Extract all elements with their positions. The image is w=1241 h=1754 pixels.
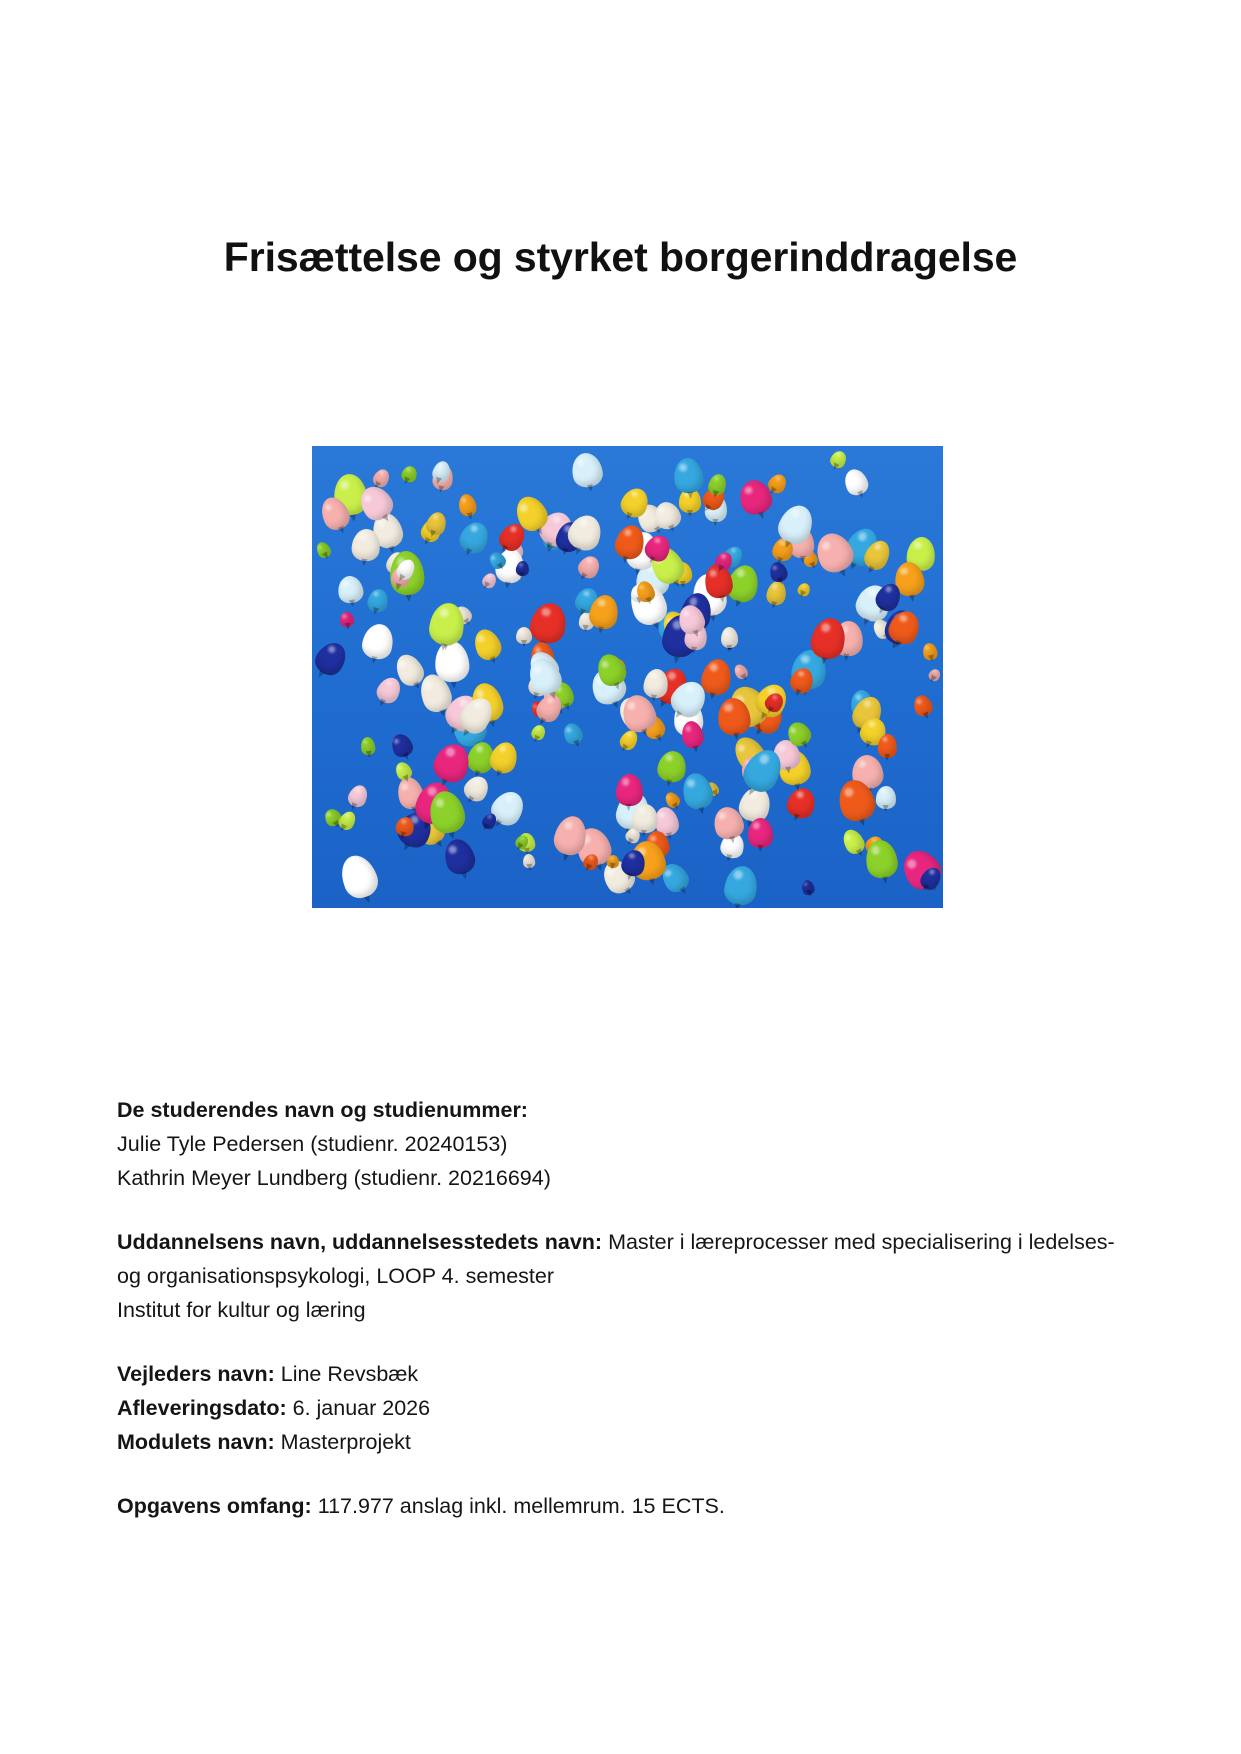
hand-in-date-label: Afleveringsdato: [117,1396,287,1420]
programme-group [117,1225,1127,1327]
hand-in-date-value: 6. januar 2026 [292,1396,431,1420]
cover-image [312,446,943,908]
module-line [117,1425,1127,1459]
programme-line [117,1225,1127,1293]
supervisor-label: Vejleders navn: [117,1362,275,1386]
scope-group [117,1489,1127,1523]
scope-label: Opgavens omfang: [117,1494,312,1518]
page-title: Frisættelse og styrket borgerinddragelse [223,234,1018,281]
student-name-1: Julie Tyle Pedersen (studienr. 20240153) [117,1132,508,1156]
supervisor-line [117,1357,1127,1391]
supervisor-value: Line Revsbæk [280,1362,419,1386]
details-group [117,1357,1127,1459]
hand-in-date-line [117,1391,1127,1425]
balloon [516,627,532,644]
scope-value: 117.977 anslag inkl. mellemrum. 15 ECTS. [317,1494,725,1518]
programme-label: Uddannelsens navn, uddannelsesstedets navn: [117,1230,603,1254]
scope-line [117,1489,1127,1523]
module-value: Masterprojekt [280,1430,411,1454]
cover-info-block [117,1093,1127,1523]
programme-value: Master i læreprocesser med specialisering i ledelses- og organisationspsykologi, LOOP 4. semester [117,1230,1115,1288]
module-label: Modulets navn: [117,1430,275,1454]
balloon [748,818,773,848]
student-name-2: Kathrin Meyer Lundberg (studienr. 20216694) [117,1166,551,1190]
institute-value: Institut for kultur og læring [117,1298,366,1322]
balloon [720,627,737,649]
students-label: De studerendes navn og studienummer: [117,1098,528,1122]
students-group [117,1093,1127,1195]
